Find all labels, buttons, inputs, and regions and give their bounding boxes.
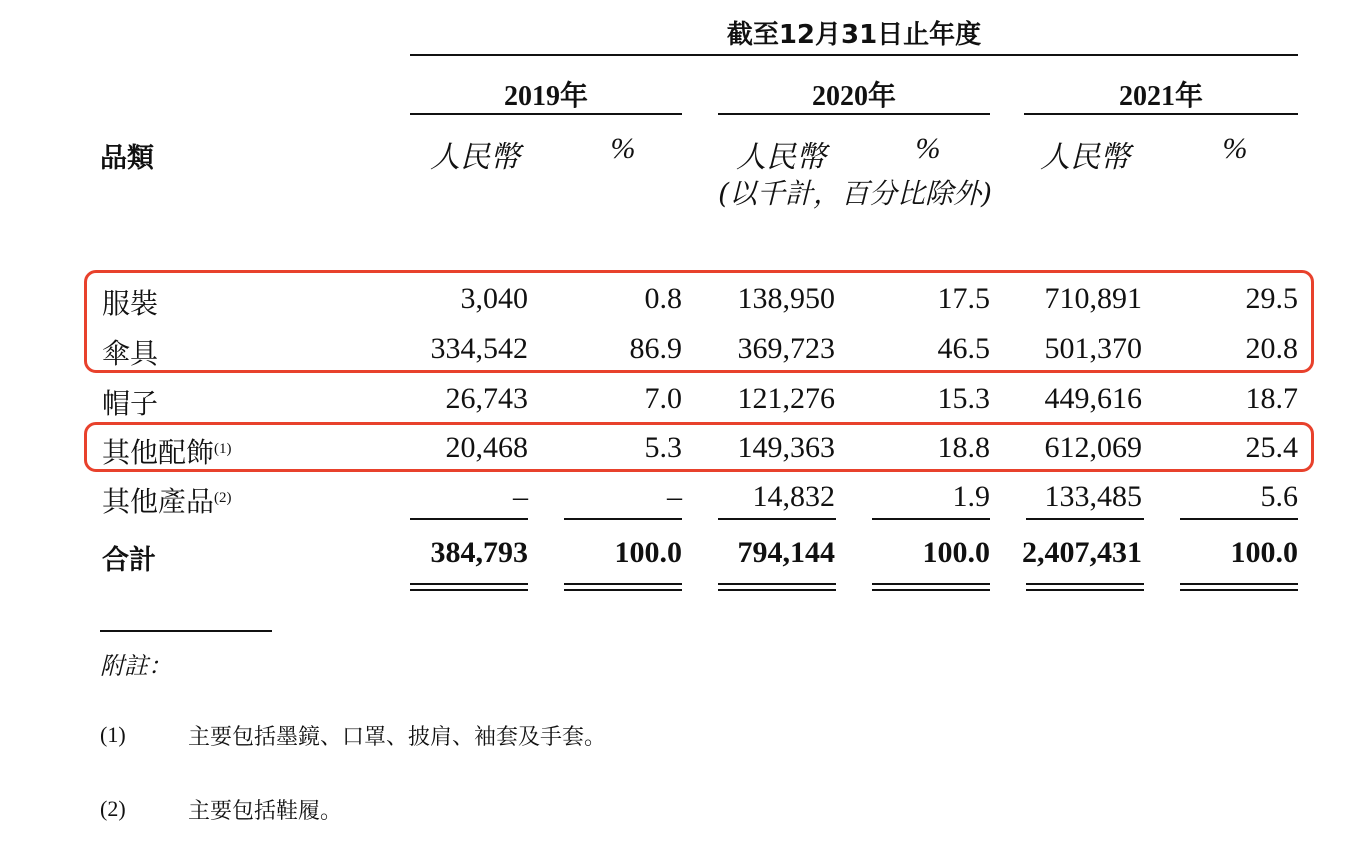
row-label-hats: 帽子 xyxy=(102,387,159,420)
cell-others-2021-rmb: 133,485 xyxy=(1044,480,1142,513)
footnote-separator xyxy=(100,630,272,632)
year-2021: 2021年 xyxy=(1118,81,1203,112)
year-rule-2020 xyxy=(718,113,990,115)
cell-accessories-2021-pct: 25.4 xyxy=(1245,431,1298,464)
total-2019-pct: 100.0 xyxy=(614,536,682,569)
row-label-apparel: 服裝 xyxy=(102,287,159,320)
cell-apparel-2021-rmb: 710,891 xyxy=(1044,282,1142,315)
cell-hats-2020-rmb: 121,276 xyxy=(737,382,835,415)
cell-umbrella-2021-rmb: 501,370 xyxy=(1044,332,1142,365)
row-label-umbrella: 傘具 xyxy=(102,337,159,370)
currency-header-2020: 人民幣 xyxy=(736,140,826,175)
cell-hats-2019-pct: 7.0 xyxy=(644,382,682,415)
total-double-rule-2019-pct xyxy=(564,583,682,591)
cell-apparel-2019-rmb: 3,040 xyxy=(460,282,528,315)
footnote-2-number: (2) xyxy=(100,796,126,821)
cell-others-2021-pct: 5.6 xyxy=(1260,480,1298,513)
currency-header-2019: 人民幣 xyxy=(430,140,520,175)
row-label-other-products: 其他產品$^{(2)}$ xyxy=(102,485,232,518)
cell-apparel-2019-pct: 0.8 xyxy=(644,282,682,315)
footnote-1-text: 主要包括墨鏡、口罩、披肩、袖套及手套。 xyxy=(188,725,607,750)
cell-umbrella-2020-pct: 46.5 xyxy=(937,332,990,365)
footnote-ref-1: (1) xyxy=(214,441,232,457)
total-2019-rmb: 384,793 xyxy=(430,536,528,569)
cell-accessories-2021-rmb: 612,069 xyxy=(1044,431,1142,464)
cell-umbrella-2019-rmb: 334,542 xyxy=(430,332,528,365)
subtotal-rule-2020-pct xyxy=(872,518,990,520)
percent-header-2019: % xyxy=(610,132,636,165)
total-double-rule-2019-rmb xyxy=(410,583,528,591)
subtotal-rule-2020-rmb xyxy=(718,518,836,520)
cell-accessories-2020-pct: 18.8 xyxy=(937,431,990,464)
total-2021-rmb: 2,407,431 xyxy=(1022,536,1142,569)
currency-header-2021: 人民幣 xyxy=(1040,140,1130,175)
cell-accessories-2019-pct: 5.3 xyxy=(644,431,682,464)
cell-umbrella-2020-rmb: 369,723 xyxy=(737,332,835,365)
cell-hats-2021-pct: 18.7 xyxy=(1245,382,1298,415)
total-double-rule-2020-rmb xyxy=(718,583,836,591)
unit-note: (以千計，百分比除外) xyxy=(718,177,992,210)
percent-header-2020: % xyxy=(915,132,941,165)
total-label: 合計 xyxy=(102,545,156,576)
cell-apparel-2020-rmb: 138,950 xyxy=(737,282,835,315)
category-header: 品類 xyxy=(100,143,154,174)
cell-accessories-2020-rmb: 149,363 xyxy=(737,431,835,464)
cell-umbrella-2019-pct: 86.9 xyxy=(629,332,682,365)
cell-accessories-2019-rmb: 20,468 xyxy=(445,431,528,464)
cell-others-2019-pct: – xyxy=(667,480,682,513)
footnote-1-number: (1) xyxy=(100,722,126,747)
footnote-heading: 附註： xyxy=(100,652,172,680)
row-label-other-accessories: 其他配飾$^{(1)}$ xyxy=(102,436,232,469)
footnote-ref-2: (2) xyxy=(214,490,232,506)
percent-header-2021: % xyxy=(1222,132,1248,165)
subtotal-rule-2021-rmb xyxy=(1026,518,1144,520)
total-double-rule-2021-pct xyxy=(1180,583,1298,591)
subtotal-rule-2019-pct xyxy=(564,518,682,520)
period-rule xyxy=(410,54,1298,56)
cell-hats-2019-rmb: 26,743 xyxy=(445,382,528,415)
cell-apparel-2020-pct: 17.5 xyxy=(937,282,990,315)
period-title: 截至12月31日止年度 xyxy=(726,20,982,50)
cell-apparel-2021-pct: 29.5 xyxy=(1245,282,1298,315)
year-rule-2019 xyxy=(410,113,682,115)
total-2020-rmb: 794,144 xyxy=(737,536,835,569)
total-2020-pct: 100.0 xyxy=(922,536,990,569)
footnote-2-text: 主要包括鞋履。 xyxy=(188,799,343,824)
total-double-rule-2021-rmb xyxy=(1026,583,1144,591)
total-double-rule-2020-pct xyxy=(872,583,990,591)
year-2019: 2019年 xyxy=(503,81,588,112)
total-2021-pct: 100.0 xyxy=(1230,536,1298,569)
subtotal-rule-2021-pct xyxy=(1180,518,1298,520)
cell-umbrella-2021-pct: 20.8 xyxy=(1245,332,1298,365)
subtotal-rule-2019-rmb xyxy=(410,518,528,520)
cell-hats-2021-rmb: 449,616 xyxy=(1044,382,1142,415)
year-2020: 2020年 xyxy=(811,81,896,112)
cell-others-2020-pct: 1.9 xyxy=(952,480,990,513)
cell-others-2019-rmb: – xyxy=(513,480,528,513)
cell-hats-2020-pct: 15.3 xyxy=(937,382,990,415)
cell-others-2020-rmb: 14,832 xyxy=(752,480,835,513)
year-rule-2021 xyxy=(1024,113,1298,115)
